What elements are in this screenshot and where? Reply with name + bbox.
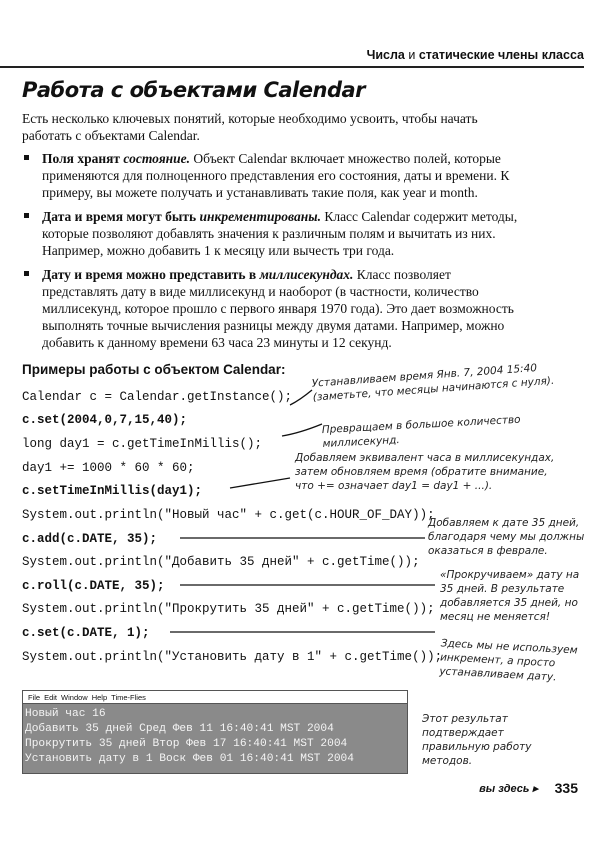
code-line: c.roll(c.DATE, 35); (22, 579, 165, 593)
code-line: long day1 = c.getTimeInMillis(); (22, 437, 263, 451)
bullet-text: Класс Calendar содержит методы, которые позволяют добавлять значения к различным полям и вычитать из них. Например, можно добавить 1 к месяцу или вычесть три года. (42, 209, 518, 258)
code-line: c.set(c.DATE, 1); (22, 626, 150, 640)
header-bold: Числа (366, 48, 405, 62)
examples-heading: Примеры работы с объектом Calendar: (22, 362, 286, 377)
code-line: c.add(c.DATE, 35); (22, 532, 158, 546)
code-line: Calendar c = Calendar.getInstance(); (22, 390, 293, 404)
output-line: Добавить 35 дней Сред Фев 11 16:40:41 MST 2004 (25, 723, 334, 735)
intro-paragraph: Есть несколько ключевых понятий, которые необходимо усвоить, чтобы начать работать с объектами Calendar. (22, 111, 478, 143)
footer-nav: вы здесь ▸ (479, 783, 538, 795)
menu-help[interactable]: Help (91, 693, 108, 702)
menu-time-flies[interactable]: Time-Flies (111, 693, 146, 702)
terminal-menubar (23, 691, 407, 704)
code-line: System.out.println("Прокрутить 35 дней" + c.getTime()); (22, 602, 435, 616)
bullet-lead: Дату и время можно представить в (42, 267, 260, 282)
header-conj: и (404, 48, 419, 62)
page-number: 335 (554, 780, 578, 796)
code-line: c.set(2004,0,7,15,40); (22, 413, 188, 427)
terminal-window (22, 690, 408, 774)
bullet-lead: Дата и время могут быть (42, 209, 200, 224)
page-title: Работа с объектами Calendar (22, 78, 365, 102)
code-line: day1 += 1000 * 60 * 60; (22, 461, 195, 475)
annotation-note: Добавляем эквивалент часа в миллисекундах, затем обновляем время (обратите внимание, что += означает day1 = day1 + ...). (295, 452, 555, 492)
annotation-note: «Прокручиваем» дату на 35 дней. В результате добавляется 35 дней, но месяц не меняется! (440, 569, 580, 623)
annotation-note: Здесь мы не используем инкремент, а просто устанавливаем дату. (439, 637, 578, 684)
annotation-note: Превращаем в большое количество миллисекунд. (321, 413, 521, 451)
annotation-note: Устанавливаем время Янв. 7, 2004 15:40 (заметьте, что месяцы начинаются с нуля). (311, 362, 555, 404)
code-line: System.out.println("Добавить 35 дней" + c.getTime()); (22, 555, 420, 569)
menu-file[interactable]: File (28, 693, 41, 702)
annotation-note: Этот результат подтверждает правильную работу методов. (422, 713, 532, 767)
bullet-text: Класс позволяет представлять дату в виде миллисекунд и наоборот (в частности, количество миллисекунд, которое прошло с первого января 1970 года). Это дает возможность выполнять точные вычисления разницы между двумя датами. Например, можно добавить к данному времени 63 часа 23 минуты и 12 секунд. (42, 267, 514, 350)
annotation-note: Добавляем к дате 35 дней, благодаря чему мы должны оказаться в феврале. (428, 517, 585, 557)
code-line: System.out.println("Новый час" + c.get(c.HOUR_OF_DAY)); (22, 508, 435, 522)
output-line: Новый час 16 (25, 708, 106, 720)
header-rest: статические члены класса (418, 48, 584, 62)
code-line: c.setTimeInMillis(day1); (22, 484, 203, 498)
arrow (282, 424, 322, 436)
arrow (290, 390, 312, 405)
bullet-em: инкрементированы. (199, 209, 321, 224)
bullet-em: состояние. (123, 151, 191, 166)
arrow (230, 478, 290, 488)
output-line: Прокрутить 35 дней Втор Фев 17 16:40:41 MST 2004 (25, 738, 348, 750)
menu-window[interactable]: Window (61, 693, 88, 702)
bullet-em: миллисекундах. (259, 267, 354, 282)
bullet-text: Объект Calendar включает множество полей, которые применяются для полноценного представления его состояния, даты и времени. К примеру, вы можете получать и устанавливать такие поля, как year и month. (42, 151, 510, 200)
bullet-lead: Поля хранят (42, 151, 124, 166)
menu-edit[interactable]: Edit (44, 693, 58, 702)
terminal-output (23, 704, 407, 770)
output-line: Установить дату в 1 Воск Фев 01 16:40:41 MST 2004 (25, 753, 354, 765)
code-line: System.out.println("Установить дату в 1" + c.getTime()); (22, 650, 443, 664)
